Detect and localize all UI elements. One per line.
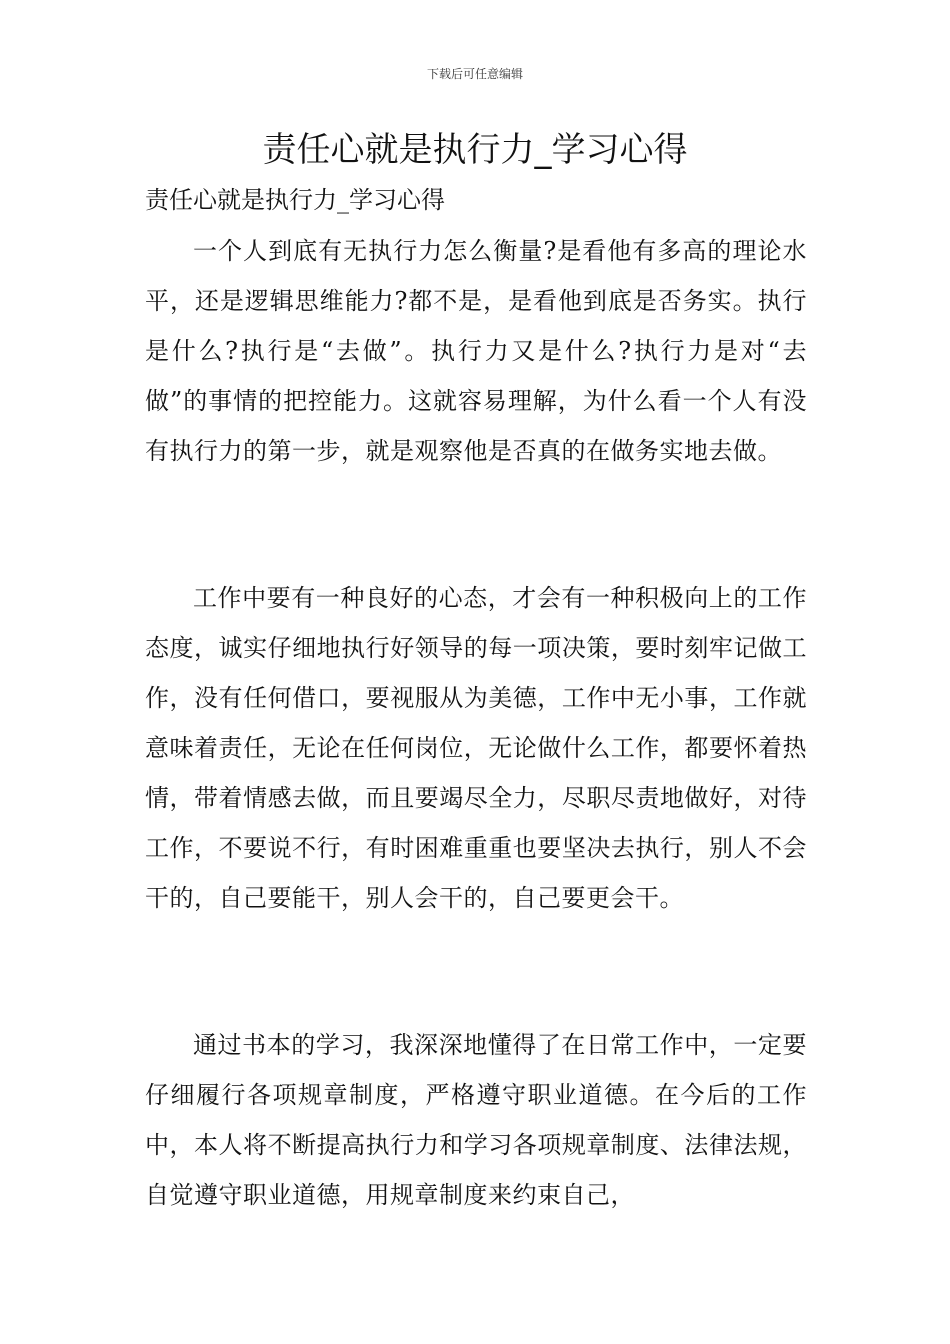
header-note: 下载后可任意编辑	[426, 67, 523, 81]
document-title: 责任心就是执行力_学习心得	[262, 130, 688, 170]
body-paragraph: 通过书本的学习，我深深地懂得了在日常工作中，一定要仔细履行各项规章制度，严格遵守职业道德。在今后的工作中，本人将不断提高执行力和学习各项规章制度、法律法规，自觉遵守职业道德，用规章制度来约束自己，	[145, 1031, 807, 1209]
body-paragraph: 一个人到底有无执行力怎么衡量?是看他有多高的理论水平，还是逻辑思维能力?都不是，是看他到底是否务实。执行是什么?执行是“去做”。执行力又是什么?执行力是对“去做”的事情的把控能力。这就容易理解，为什么看一个人有没有执行力的第一步，就是观察他是否真的在做务实地去做。	[145, 237, 807, 465]
document-subtitle: 责任心就是执行力_学习心得	[145, 186, 445, 214]
body-paragraph: 工作中要有一种良好的心态，才会有一种积极向上的工作态度，诚实仔细地执行好领导的每一项决策，要时刻牢记做工作，没有任何借口，要视服从为美德，工作中无小事，工作就意味着责任，无论在任何岗位，无论做什么工作，都要怀着热情，带着情感去做，而且要竭尽全力，尽职尽责地做好，对待工作，不要说不行，有时困难重重也要坚决去执行，别人不会干的，自己要能干，别人会干的，自己要更会干。	[145, 584, 807, 912]
